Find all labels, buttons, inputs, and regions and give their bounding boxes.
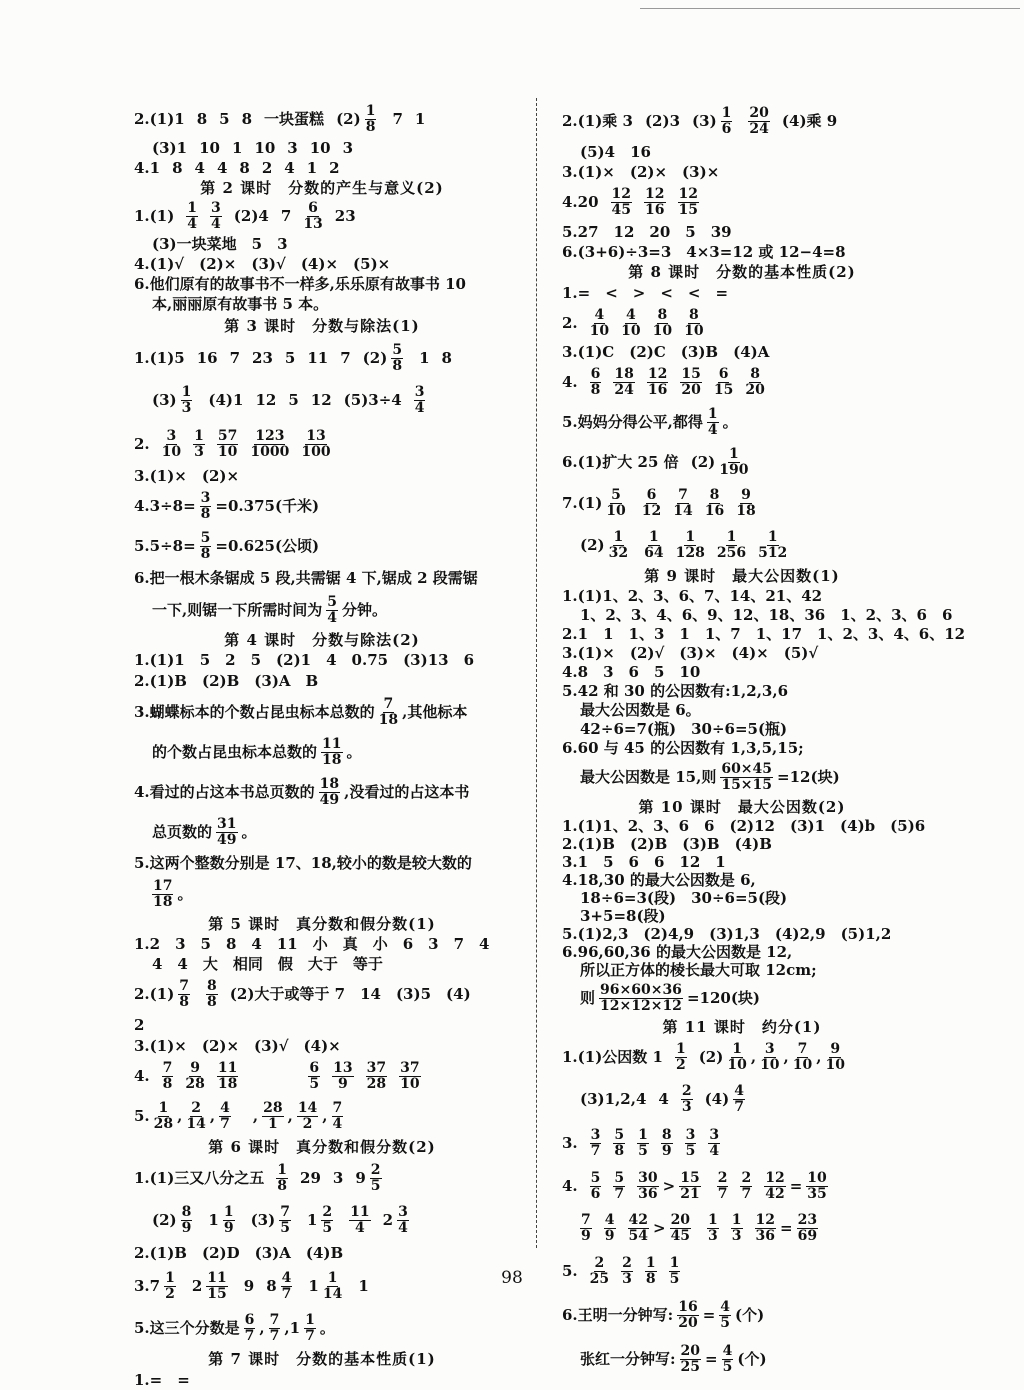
answer-line: (3)一块菜地 5 3	[152, 235, 288, 253]
answer-line: 1.(1)三又八分之五 1 8 29 3 9 2 5	[134, 1158, 510, 1198]
answer-line: 2.(1)1 8 5 8 一块蛋糕 (2) 1 8 7 1	[134, 102, 426, 135]
answer-line: 4.1 8 4 4 8 2 4 1 2	[134, 159, 340, 177]
answer-line: 1.(1) 1 4 3 4 (2)4 7 6 13 23	[134, 199, 356, 232]
answer-line: 6.他们原有的故事书不一样多,乐乐原有故事书 10	[134, 275, 466, 293]
answer-line: 2.1 1 1、3 1 1、7 1、17 1、2、3、4、6、12	[562, 624, 966, 643]
fraction: 15 20	[681, 365, 701, 398]
fraction: 1 4	[707, 405, 718, 438]
fraction: 1 3	[708, 1211, 718, 1244]
fraction: 5 7	[614, 1169, 625, 1202]
fraction: 11 18	[322, 735, 342, 768]
answer-line: 最大公因数是 15,则 $\frac{60\times 45}{15\times 15}$ =12(块)	[580, 760, 840, 793]
answer-line: 5. 1 28 , 2 14 , 4 7 , 28 1 , 14 2 , 7 4	[134, 1099, 343, 1132]
fraction: 30 36	[638, 1169, 658, 1202]
answer-line: 1.2 3 5 8 4 11 小 真 小 6 3 7 4	[134, 935, 490, 953]
fraction: 3 4	[211, 199, 221, 232]
mixed-number: 2 3 4	[382, 1203, 408, 1236]
mixed-number: 9 2 5	[355, 1161, 381, 1194]
fraction: $\frac{12}{42}$	[765, 1169, 785, 1202]
fraction: 5 4	[327, 593, 337, 626]
fraction: 7 7	[269, 1311, 280, 1344]
fraction: 2 14	[186, 1099, 206, 1132]
fraction: 7 9	[581, 1211, 591, 1244]
answer-line: 5.(1)2,3 (2)4,9 (3)1,3 (4)2,9 (5)1,2	[562, 925, 892, 943]
answer-line: 张红一分钟写: $\frac{20}{25}$ = $\frac{4}{5}$ (个)	[580, 1342, 767, 1375]
fraction: 3 4	[709, 1126, 720, 1159]
answer-line: 1、2、3、4、6、9、12、18、36 1、2、3、6 6	[580, 605, 953, 624]
fraction-group: (2) 1 8	[336, 102, 376, 135]
fraction: 6 13	[303, 199, 323, 232]
mixed-number: 1 1 14	[308, 1269, 343, 1302]
answer-line: (3)1 10 1 10 3 10 3	[152, 139, 354, 157]
answer-line: 1.= =	[134, 1371, 190, 1389]
fraction: 1 10	[727, 1040, 747, 1073]
mixed-number: 8 4 7	[266, 1269, 292, 1302]
fraction: 7 10	[792, 1040, 813, 1073]
left-column	[134, 100, 510, 1390]
fraction: 8 20	[745, 365, 765, 398]
answer-line: 5.这两个整数分别是 17、18,较小的数是较大数的	[134, 854, 472, 872]
section-heading: 第 2 课时 分数的产生与意义(2)	[200, 179, 444, 197]
fraction-group: (2) 1 190	[690, 445, 749, 478]
answer-line: 6.96,60,36 的最大公因数是 12,	[562, 943, 793, 961]
section-heading: 第 4 课时 分数与除法(2)	[224, 631, 420, 649]
fraction: $\frac{96\times 60\times 36}{12\times 12\times 12}$	[600, 981, 682, 1014]
fraction: 28 1	[263, 1099, 283, 1132]
fraction: 7 18	[378, 695, 399, 728]
fraction: 14 2	[297, 1099, 318, 1132]
fraction: 12 45	[611, 185, 632, 218]
fraction: 1 7	[305, 1311, 315, 1344]
answer-line: 6.(3+6)÷3=3 4×3=12 或 12−4=8	[562, 243, 846, 261]
fraction: 1 512	[758, 528, 788, 561]
answer-line: 2.(1)乘 3 (2)3 (3) 1 6 20 24 (4)乘 9	[562, 104, 838, 137]
fraction: 1 9	[223, 1203, 234, 1236]
fraction: 1 8	[277, 1161, 288, 1194]
answer-line: (3) 1 3 (4)1 12 5 12 (5)3÷4 3 4	[152, 383, 425, 416]
answer-line: 3.(1)× (2)× (3)×	[562, 163, 720, 181]
fraction-group: (2) 1 32	[580, 528, 629, 561]
answer-line: 5.妈妈分得公平,都得 1 4 。	[562, 405, 738, 438]
fraction: 3 7	[590, 1126, 601, 1159]
fraction-group: (3) 1 6	[692, 104, 732, 137]
answer-line: 2. 3 10 1 3 57 10 123 1000 13 100	[134, 427, 331, 460]
answer-line: 6.王明一分钟写: $\frac{16}{20}$ = $\frac{4}{5}$ (个)	[562, 1298, 765, 1331]
fraction: 9 28	[185, 1059, 205, 1092]
fraction: 4 7	[734, 1082, 744, 1115]
fraction: 3 10	[760, 1040, 780, 1073]
fraction: 1 32	[608, 528, 629, 561]
answer-line	[562, 524, 922, 566]
answer-line: 3.(1)× (2)×	[134, 467, 240, 485]
answer-line: 则 $\frac{96\times 60\times 36}{12\times 12\times 12}$ =120(块)	[580, 981, 761, 1014]
fraction: 3 5	[685, 1126, 696, 1159]
top-edge-line	[640, 8, 1020, 9]
right-column	[562, 100, 966, 1381]
fraction: 2 3	[622, 1254, 632, 1287]
fraction: 15 21	[680, 1169, 700, 1202]
fraction: 9 18	[736, 486, 756, 519]
fraction: 1 2	[165, 1269, 175, 1302]
answer-line	[134, 1198, 510, 1242]
fraction: $\frac{16}{20}$	[678, 1298, 698, 1331]
fraction: 8 8	[207, 977, 217, 1010]
answer-line: (5)4 16	[580, 143, 651, 161]
answer-line: 3.(1)× (2)× (3)√ (4)×	[134, 1037, 341, 1055]
answer-line: 的个数占昆虫标本总数的 11 18 。	[152, 735, 362, 768]
fraction: 37 28	[366, 1059, 387, 1092]
fraction-group: 2.(1) 7 8	[134, 977, 190, 1010]
fraction: 1 3	[731, 1211, 742, 1244]
fraction: 1 6	[721, 104, 732, 137]
answer-line: 18÷6=3(段) 30÷6=5(段)	[580, 889, 788, 907]
mixed-number: 1 2 5	[306, 1203, 333, 1236]
fraction: 8 10	[652, 306, 673, 339]
fraction: 7 14	[673, 486, 693, 519]
fraction: 42 54	[628, 1211, 648, 1244]
fraction: 8 9	[661, 1126, 672, 1159]
answer-line: 4.20 12 45 12 16 12 15	[562, 185, 698, 218]
fraction: 2 7	[717, 1169, 728, 1202]
answer-line: 4.8 3 6 5 10	[562, 662, 701, 681]
answer-line: 5.5÷8= $\frac{5}{8}$ =0.625(公顷)	[134, 529, 320, 562]
answer-line: 1.(1)1、2、3、6 6 (2)12 (3)1 (4)b (5)6	[562, 817, 926, 835]
fraction: 4 10	[589, 306, 610, 339]
section-heading: 第 10 课时 最大公因数(2)	[638, 798, 846, 816]
answer-line: 3.1 5 6 6 12 1	[562, 853, 726, 871]
answer-line: 1.(1)1、2、3、6、7、14、21、42	[562, 586, 823, 605]
answer-line: 1.(1)1 5 2 5 (2)1 4 0.75 (3)13 6	[134, 651, 475, 669]
comparison: 42 54 > 20 45	[628, 1211, 691, 1244]
comparison: 30 36 > 15 21	[638, 1169, 700, 1202]
fraction: 4 7	[220, 1099, 230, 1132]
fraction: 37 10	[400, 1059, 420, 1092]
answer-line: 6.(1)扩大 25 倍 (2) 1 190	[562, 442, 922, 482]
fraction: 4 9	[604, 1211, 615, 1244]
fraction: 13 9	[333, 1059, 353, 1092]
fraction: $\frac{10}{35}$	[807, 1169, 827, 1202]
answer-line: 6.把一根木条锯成 5 段,共需锯 4 下,锯成 2 段需锯	[134, 569, 478, 587]
fraction: 8 16	[704, 486, 725, 519]
answer-line: 4.3÷8= $\frac{3}{8}$ =0.375(千米)	[134, 489, 320, 522]
page-number: 98	[501, 1268, 523, 1288]
fraction: 5 10	[606, 486, 626, 519]
section-heading: 第 11 课时 约分(1)	[662, 1018, 822, 1036]
comparison: $\frac{12}{36}$ = $\frac{23}{69}$	[755, 1211, 818, 1244]
section-heading: 第 3 课时 分数与除法(1)	[224, 317, 420, 335]
answer-line: 17 18 。	[153, 877, 193, 910]
fraction: 57 10	[217, 427, 238, 460]
mixed-number: 3.7 1 2	[134, 1269, 175, 1302]
fraction: 5 8	[614, 1126, 625, 1159]
mixed-number: 1 1 9	[208, 1203, 234, 1236]
fraction: 20 45	[670, 1211, 691, 1244]
answer-line: 1.(1)5 16 7 23 5 11 7 (2) 5 8 1 8	[134, 341, 452, 374]
answer-line: 3+5=8(段)	[580, 907, 666, 925]
fraction-group: (4) 4 7	[704, 1082, 744, 1115]
fraction: 123 1000	[250, 427, 290, 460]
fraction: 5 8	[392, 341, 403, 374]
fraction: 1 5	[669, 1254, 680, 1287]
fraction: 20 24	[749, 104, 769, 137]
fraction: 1 3	[194, 427, 204, 460]
answer-line: 5.42 和 30 的公因数有:1,2,3,6	[562, 681, 789, 700]
answer-line: 5.27 12 20 5 39	[562, 223, 732, 241]
section-heading: 第 7 课时 分数的基本性质(1)	[208, 1350, 436, 1368]
fraction: 1 28	[153, 1099, 174, 1132]
fraction: 13 100	[301, 427, 331, 460]
fraction: 6 15	[713, 365, 734, 398]
fraction: 3 4	[414, 383, 425, 416]
fraction: 12 15	[678, 185, 698, 218]
fraction: 2 5	[370, 1161, 381, 1194]
fraction: 6 8	[590, 365, 601, 398]
section-heading: 第 9 课时 最大公因数(1)	[644, 567, 840, 585]
fraction: $\frac{3}{8}$	[200, 489, 211, 522]
fraction-group: (3) 1 3	[152, 383, 192, 416]
fraction: 31 49	[217, 815, 237, 848]
fraction: 1 128	[675, 528, 705, 561]
fraction-group: (2) 8 9	[152, 1203, 192, 1236]
answer-line: 3.蝴蝶标本的个数占昆虫标本总数的 7 18 ,其他标本	[134, 695, 468, 728]
answer-line: 4. 6 8 18 24 12 16 15 20 6 15 8 20	[562, 365, 765, 398]
fraction: 12 16	[647, 365, 668, 398]
fraction: 11 18	[217, 1059, 238, 1092]
fraction: 17 18	[153, 877, 173, 910]
mixed-number: 2 11 15	[191, 1269, 227, 1302]
answer-line: 4.(1)√ (2)× (3)√ (4)× (5)×	[134, 255, 391, 273]
fraction: 12 16	[645, 185, 665, 218]
fraction: 11 4	[350, 1203, 370, 1236]
fraction-group: (2) 1 10 , 3 10 , 7 10 , 9 10	[698, 1040, 845, 1073]
answer-line: 本,丽丽原有故事书 5 本。	[152, 295, 329, 313]
fraction: 9 10	[825, 1040, 845, 1073]
fraction: 6 12	[641, 486, 662, 519]
answer-line: 4.18,30 的最大公因数是 6,	[562, 871, 756, 889]
fraction: 3 4	[398, 1203, 408, 1236]
answer-line: 4 4 大 相同 假 大于 等于	[152, 955, 383, 973]
fraction: $\frac{5}{8}$	[200, 529, 211, 562]
fraction: 6 5	[309, 1059, 320, 1092]
answer-line	[562, 482, 922, 524]
answer-line: 最大公因数是 6。	[580, 700, 701, 719]
fraction: 7 8	[179, 977, 190, 1010]
fraction: 2 3	[681, 1082, 692, 1115]
fraction: 1 190	[719, 445, 749, 478]
fraction: 7 5	[280, 1203, 290, 1236]
answer-line: 1.(1)公因数 1 1 2 (2) 1 10 , 3 10 , 7 10 , 9 10	[562, 1037, 922, 1077]
fraction-group: (3) 7 5	[250, 1203, 290, 1236]
fraction: 2 7	[741, 1169, 752, 1202]
answer-line: 2. 4 10 4 10 8 10 8 10	[562, 306, 704, 339]
fraction-group: (2) 5 8	[362, 341, 403, 374]
answer-line: 2.(1)B (2)D (3)A (4)B	[134, 1244, 344, 1262]
fraction: 18 49	[319, 775, 340, 808]
answer-line: 3.(1)× (2)√ (3)× (4)× (5)√	[562, 643, 819, 662]
fraction: 8 9	[181, 1203, 192, 1236]
fraction: 7 8	[162, 1059, 173, 1092]
fraction: 8 10	[684, 306, 704, 339]
answer-line: 3.(1)C (2)C (3)B (4)A	[562, 343, 770, 361]
fraction: 1 8	[645, 1254, 656, 1287]
fraction: $\frac{4}{5}$	[720, 1298, 731, 1331]
answer-line: 2.(1)B (2)B (3)A B	[134, 672, 319, 690]
answer-line: 1.= < > < < =	[562, 284, 729, 302]
fraction-group: 7.(1) 5 10	[562, 486, 626, 519]
column-divider	[536, 98, 537, 1248]
answer-line: 3.7 1 2 2 11 15 9 8 4 7 1 1 14 1	[134, 1269, 369, 1302]
fraction: 3 10	[161, 427, 182, 460]
fraction: $\frac{12}{36}$	[755, 1211, 776, 1244]
fraction: 4 10	[621, 306, 641, 339]
answer-line	[562, 1207, 922, 1249]
fraction: 1 5	[638, 1126, 648, 1159]
answer-line: 总页数的 31 49 。	[152, 815, 257, 848]
fraction: 18 24	[614, 365, 634, 398]
fraction: 1 64	[644, 528, 664, 561]
fraction: 2 5	[322, 1203, 333, 1236]
answer-line: 42÷6=7(瓶) 30÷6=5(瓶)	[580, 719, 788, 738]
fraction: $\frac{4}{5}$	[722, 1342, 733, 1375]
fraction: $\frac{60\times 45}{15\times 15}$	[721, 760, 773, 793]
fraction: 11 15	[207, 1269, 227, 1302]
answer-line: 2.(1)B (2)B (3)B (4)B	[562, 835, 772, 853]
answer-line: 4. 5 6 5 7 30 36 > 15 21 2 7 2 7 $\frac{12}{42}$ = $\frac{10}{35}$	[562, 1165, 922, 1207]
fraction: 2 25	[589, 1254, 610, 1287]
fraction: 5 6	[590, 1169, 601, 1202]
section-heading: 第 8 课时 分数的基本性质(2)	[628, 263, 856, 281]
section-heading: 第 6 课时 真分数和假分数(2)	[208, 1138, 436, 1156]
answer-line: 5.这三个分数是 6 7 , 7 7 ,1 1 7 。	[134, 1311, 335, 1344]
answer-line: 一下,则锯一下所需时间为 5 4 分钟。	[152, 593, 387, 626]
answer-line: 所以正方体的棱长最大可取 12cm;	[580, 961, 817, 979]
answer-line: 2	[134, 1016, 145, 1034]
answer-line: (3)1,2,4 4 2 3 (4) 4 7	[562, 1077, 922, 1121]
answer-line: 2.(1) 7 8 8 8 (2)大于或等于 7 14 (3)5 (4)	[134, 977, 471, 1010]
fraction: 1 14	[322, 1269, 343, 1302]
fraction: 1 8	[365, 102, 376, 135]
fraction: 7 4	[332, 1099, 343, 1132]
answer-line: 6.60 与 45 的公因数有 1,3,5,15;	[562, 738, 804, 757]
fraction: 6 7	[244, 1311, 255, 1344]
fraction: 1 4	[187, 199, 198, 232]
answer-line: 4. 7 8 9 28 11 18 6 5 13 9 37 28 37 10	[134, 1059, 420, 1092]
answer-line: 3. 3 7 5 8 1 5 8 9 3 5 3 4	[562, 1126, 720, 1159]
comparison: $\frac{12}{42}$ = $\frac{10}{35}$	[765, 1169, 827, 1202]
fraction: 1 3	[181, 383, 192, 416]
fraction: 1 2	[675, 1040, 686, 1073]
fraction: 4 7	[281, 1269, 292, 1302]
fraction: $\frac{23}{69}$	[797, 1211, 818, 1244]
section-heading: 第 5 课时 真分数和假分数(1)	[208, 915, 436, 933]
answer-line: 5. 2 25 2 3 1 8 1 5	[562, 1254, 680, 1287]
fraction: 1 256	[716, 528, 747, 561]
fraction: $\frac{20}{25}$	[680, 1342, 701, 1375]
answer-line: 4.看过的占这本书总页数的 18 49 ,没看过的占这本书	[134, 775, 470, 808]
